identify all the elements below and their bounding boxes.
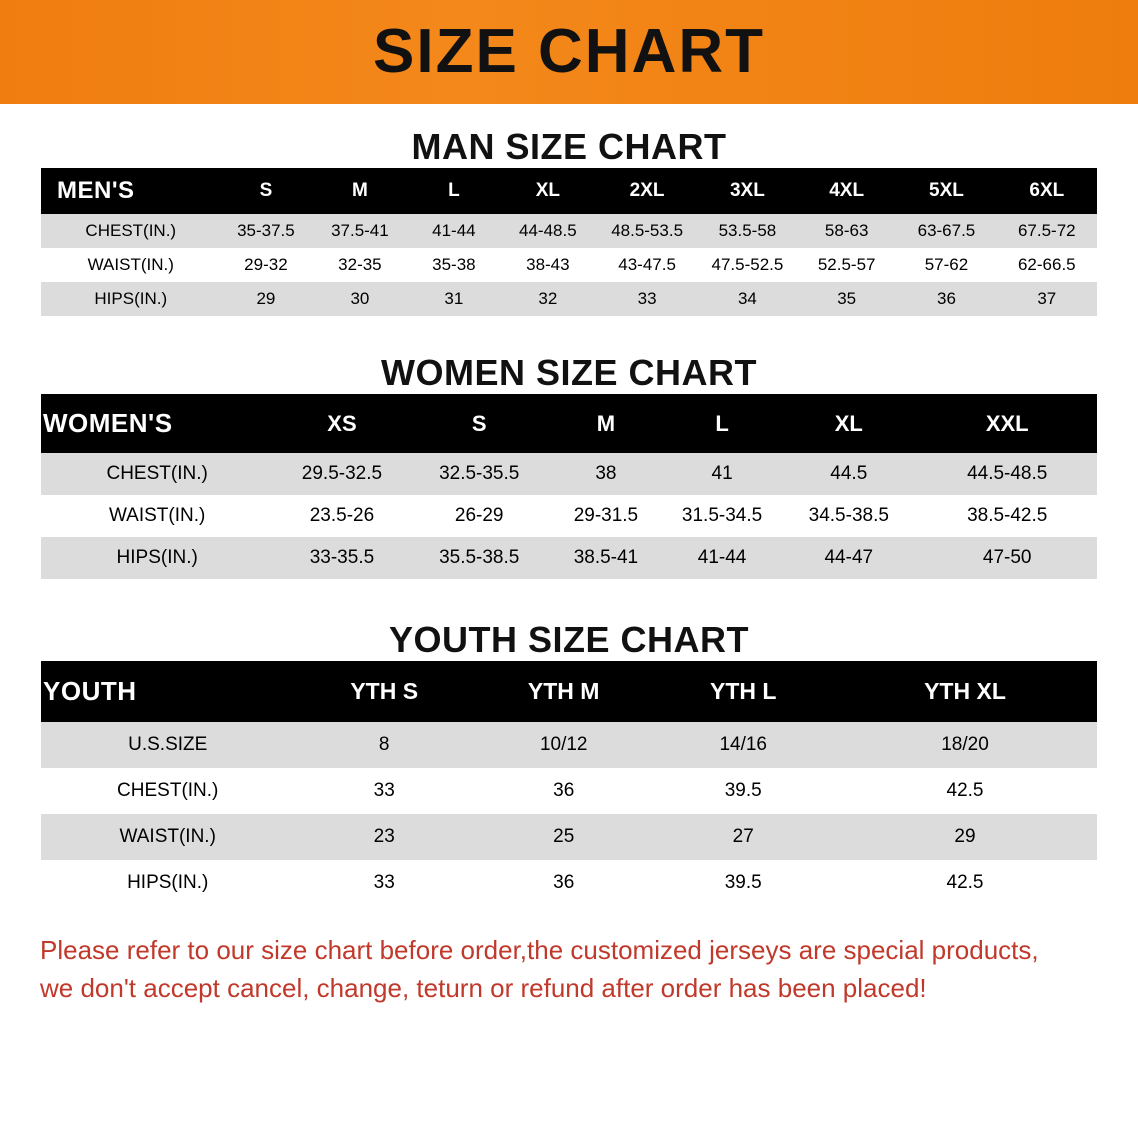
table-cell: 31 [408,282,499,316]
table-cell: 30 [311,282,408,316]
women-column-header: XS [273,394,410,453]
table-cell: 23.5-26 [273,495,410,537]
table-cell: 47.5-52.5 [698,248,797,282]
table-cell: 41-44 [664,537,780,579]
man-size-table [41,168,1097,316]
women-row-label: CHEST(IN.) [41,453,273,495]
table-cell: 32.5-35.5 [411,453,548,495]
table-cell: 23 [294,814,474,860]
youth-row-label: U.S.SIZE [41,722,294,768]
table-cell: 38.5-41 [548,537,664,579]
table-cell: 48.5-53.5 [596,214,697,248]
women-column-header: XXL [917,394,1097,453]
table-row [41,722,1097,768]
table-cell: 41-44 [408,214,499,248]
table-cell: 29.5-32.5 [273,453,410,495]
man-column-header: S [221,168,312,214]
note-line-2: we don't accept cancel, change, teturn or refund after order has been placed! [40,972,927,1003]
youth-section-title: YOUTH SIZE CHART [388,619,749,660]
table-cell: 34.5-38.5 [780,495,917,537]
table-cell: 33 [294,768,474,814]
table-cell: 47-50 [917,537,1097,579]
table-cell: 52.5-57 [797,248,896,282]
table-header-row [41,661,1097,722]
table-cell: 41 [664,453,780,495]
women-row-label: HIPS(IN.) [41,537,273,579]
table-cell: 31.5-34.5 [664,495,780,537]
man-column-header: XL [499,168,596,214]
table-header-row [41,394,1097,453]
table-cell: 63-67.5 [896,214,996,248]
table-cell: 35-37.5 [221,214,312,248]
table-cell: 18/20 [833,722,1097,768]
table-cell: 67.5-72 [997,214,1097,248]
table-cell: 14/16 [653,722,833,768]
table-row [41,537,1097,579]
return-policy-note [40,932,1098,1007]
banner-title: SIZE CHART [373,17,765,86]
man-column-header: 5XL [896,168,996,214]
man-table-wrap [41,168,1097,316]
table-cell: 44.5 [780,453,917,495]
table-cell: 29 [833,814,1097,860]
table-row [41,814,1097,860]
women-size-table [41,394,1097,579]
man-table-corner-label: MEN'S [41,168,221,214]
table-row [41,248,1097,282]
table-cell: 25 [474,814,654,860]
man-table-body [41,214,1097,316]
table-cell: 58-63 [797,214,896,248]
table-cell: 27 [653,814,833,860]
man-column-header: 2XL [596,168,697,214]
table-cell: 44-48.5 [499,214,596,248]
table-header-row [41,168,1097,214]
table-cell: 35-38 [408,248,499,282]
women-column-header: L [664,394,780,453]
man-column-header: L [408,168,499,214]
table-cell: 36 [474,860,654,906]
women-table-head [41,394,1097,453]
table-row [41,768,1097,814]
man-column-header: 3XL [698,168,797,214]
man-row-label: HIPS(IN.) [41,282,221,316]
youth-table-body [41,722,1097,906]
table-cell: 57-62 [896,248,996,282]
youth-size-table [41,661,1097,906]
table-row [41,453,1097,495]
table-cell: 32-35 [311,248,408,282]
table-cell: 33 [596,282,697,316]
table-row [41,214,1097,248]
table-cell: 34 [698,282,797,316]
table-cell: 36 [474,768,654,814]
women-table-body [41,453,1097,579]
women-column-header: S [411,394,548,453]
table-cell: 37.5-41 [311,214,408,248]
women-table-corner-label: WOMEN'S [41,394,273,453]
table-cell: 44.5-48.5 [917,453,1097,495]
youth-column-header: YTH S [294,661,474,722]
women-row-label: WAIST(IN.) [41,495,273,537]
table-cell: 10/12 [474,722,654,768]
table-cell: 35.5-38.5 [411,537,548,579]
youth-table-head [41,661,1097,722]
table-cell: 44-47 [780,537,917,579]
table-cell: 29-31.5 [548,495,664,537]
table-cell: 33-35.5 [273,537,410,579]
man-section-title: MAN SIZE CHART [411,126,727,167]
table-cell: 39.5 [653,860,833,906]
table-cell: 32 [499,282,596,316]
banner [0,0,1138,104]
table-cell: 37 [997,282,1097,316]
youth-row-label: CHEST(IN.) [41,768,294,814]
man-table-head [41,168,1097,214]
table-row [41,495,1097,537]
table-cell: 38.5-42.5 [917,495,1097,537]
table-cell: 62-66.5 [997,248,1097,282]
youth-table-corner-label: YOUTH [41,661,294,722]
table-cell: 29-32 [221,248,312,282]
youth-column-header: YTH XL [833,661,1097,722]
table-cell: 26-29 [411,495,548,537]
youth-column-header: YTH L [653,661,833,722]
man-column-header: 4XL [797,168,896,214]
man-row-label: CHEST(IN.) [41,214,221,248]
table-cell: 39.5 [653,768,833,814]
table-cell: 42.5 [833,860,1097,906]
man-column-header: M [311,168,408,214]
man-column-header: 6XL [997,168,1097,214]
table-cell: 38-43 [499,248,596,282]
table-cell: 33 [294,860,474,906]
table-cell: 36 [896,282,996,316]
youth-column-header: YTH M [474,661,654,722]
table-cell: 42.5 [833,768,1097,814]
table-cell: 38 [548,453,664,495]
youth-table-wrap [41,661,1097,906]
women-section-title: WOMEN SIZE CHART [381,352,757,393]
table-cell: 43-47.5 [596,248,697,282]
note-line-1: Please refer to our size chart before order,the customized jerseys are special products, [40,935,1039,965]
table-row [41,282,1097,316]
table-cell: 8 [294,722,474,768]
women-column-header: XL [780,394,917,453]
table-cell: 35 [797,282,896,316]
women-column-header: M [548,394,664,453]
man-row-label: WAIST(IN.) [41,248,221,282]
youth-row-label: WAIST(IN.) [41,814,294,860]
youth-row-label: HIPS(IN.) [41,860,294,906]
women-table-wrap [41,394,1097,579]
table-cell: 53.5-58 [698,214,797,248]
table-cell: 29 [221,282,312,316]
table-row [41,860,1097,906]
